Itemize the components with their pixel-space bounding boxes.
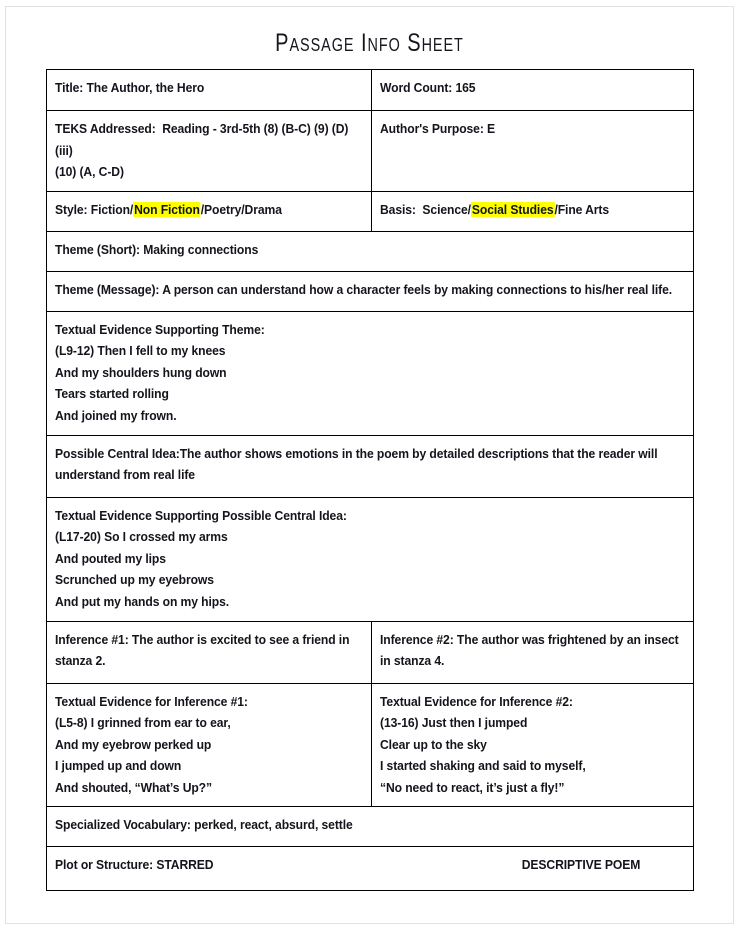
authors-purpose-value: Author's Purpose: E [380,121,496,136]
evidence-theme-line-4: And joined my frown. [55,407,177,423]
inference-2-value: Inference #2: The author was frightened by an insect in stanza 4. [380,631,682,668]
table-row [47,111,694,192]
evidence-inf2-line-3: I started shaking and said to myself, [380,758,586,773]
evidence-theme-heading: Textual Evidence Supporting Theme: [55,321,265,337]
evidence-inf1-heading: Textual Evidence for Inference #1: [55,693,248,709]
evidence-inf2-line-2: Clear up to the sky [380,736,487,752]
table-row [47,621,694,683]
cell-plot-structure [47,847,694,891]
style-separator-3: / [241,201,245,217]
style-separator-2: / [200,201,205,217]
cell-evidence-central-idea [47,497,694,621]
basis-option-social-studies: Social Studies [471,201,554,217]
style-label: Style: [55,201,91,217]
evidence-inf1-line-4: And shouted, “What’s Up?” [55,779,212,795]
style-options [55,199,363,221]
basis-separator-1: / [467,201,471,217]
central-idea-value: Possible Central Idea:The author shows emotions in the poem by detailed descriptions that the reader will understand from real life [55,445,661,482]
evidence-inf2-line-4: “No need to react, it’s just a fly!” [380,779,565,795]
table-row [47,70,694,111]
evidence-theme-line-1: (L9-12) Then I fell to my knees [55,343,226,358]
table-row [47,435,694,497]
genre-note: DESCRIPTIVE POEM [521,857,641,872]
basis-separator-2: / [554,201,558,217]
evidence-theme-line-3: Tears started rolling [55,386,169,401]
basis-option-fine-arts: Fine Arts [557,201,610,217]
theme-message-value: Theme (Message): A person can understand how a character feels by making connections to his/her real life. [55,281,673,297]
page-title: Passage Info Sheet [275,29,464,57]
style-option-non-fiction: Non Fiction [134,201,200,217]
theme-short-value: Theme (Short): Making connections [55,241,259,257]
cell-basis [372,191,694,231]
table-row [47,807,694,847]
teks-line-2: (10) (A, C-D) [55,164,124,179]
cell-inference-2 [372,621,694,683]
cell-evidence-inference-2 [372,683,694,807]
table-row [47,311,694,435]
evidence-central-heading: Textual Evidence Supporting Possible Central Idea: [55,507,347,523]
style-separator-1: / [129,201,134,217]
basis-option-science: Science [422,201,468,217]
cell-teks [47,111,372,192]
teks-line-1: TEKS Addressed: Reading - 3rd-5th (8) (B-C) (9) (D) (iii) [55,121,352,158]
style-option-poetry: Poetry [204,201,242,217]
cell-word-count [372,70,694,111]
cell-central-idea [47,435,694,497]
table-row [47,847,694,891]
evidence-central-line-1: (L17-20) So I crossed my arms [55,529,228,544]
evidence-central-line-2: And pouted my lips [55,550,166,566]
basis-label: Basis: [380,201,423,217]
table-row [47,497,694,621]
page-sheet [5,6,734,924]
cell-theme-short [47,231,694,271]
evidence-inf1-line-1: (L5-8) I grinned from ear to ear, [55,715,231,730]
evidence-inf2-heading: Textual Evidence for Inference #2: [380,693,573,709]
inference-1-value: Inference #1: The author is excited to see a friend in stanza 2. [55,631,353,668]
evidence-central-line-4: And put my hands on my hips. [55,593,230,609]
cell-evidence-theme [47,311,694,435]
style-option-fiction: Fiction [90,201,130,217]
table-row [47,271,694,311]
cell-title [47,70,372,111]
evidence-inf2-line-1: (13-16) Just then I jumped [380,715,528,730]
evidence-central-line-3: Scrunched up my eyebrows [55,572,214,587]
table-row [47,231,694,271]
plot-structure-value: Plot or Structure: STARRED [55,857,214,872]
table-row [47,683,694,807]
cell-inference-1 [47,621,372,683]
vocabulary-value: Specialized Vocabulary: perked, react, absurd, settle [55,817,353,832]
evidence-theme-line-2: And my shoulders hung down [55,364,227,380]
basis-options [380,199,685,221]
evidence-inf1-line-3: I jumped up and down [55,758,182,773]
cell-style [47,191,372,231]
evidence-inf1-line-2: And my eyebrow perked up [55,736,212,752]
cell-theme-message [47,271,694,311]
cell-specialized-vocabulary [47,807,694,847]
cell-authors-purpose [372,111,694,192]
table-row [47,191,694,231]
word-count-value: Word Count: 165 [380,80,476,95]
style-option-drama: Drama [244,201,282,217]
passage-info-table [46,69,694,891]
title-value: Title: The Author, the Hero [55,80,205,95]
cell-evidence-inference-1 [47,683,372,807]
